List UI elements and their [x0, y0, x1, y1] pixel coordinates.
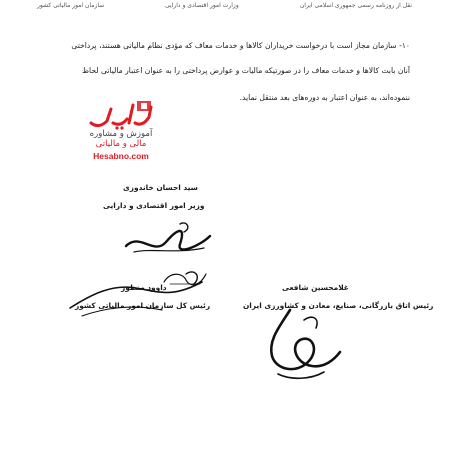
- hesabno-logo-icon: [87, 99, 157, 131]
- watermark-line2: مالی و مالیاتی: [95, 139, 147, 149]
- hesabno-watermark: [85, 99, 157, 165]
- header-middle-text: وزارت امور اقتصادی و دارایی: [165, 2, 239, 9]
- header-left-text: سازمان امور مالیاتی کشور: [37, 2, 105, 9]
- minister-signature: [120, 212, 220, 262]
- chamber-head-signature: [250, 300, 346, 384]
- watermark-line1: آموزش و مشاوره: [89, 129, 153, 139]
- header-right-text: نقل از روزنامه رسمی جمهوری اسلامی ایران: [299, 2, 412, 9]
- body-paragraph-line: ننموده‌اند، به عنوان اعتبار به دوره‌های بعد منتقل نماید.: [239, 93, 410, 102]
- tax-head-name: داوود منظور: [121, 283, 167, 292]
- chamber-head-name: غلامحسین شافعی: [282, 283, 349, 292]
- tax-head-title: رئیس کل سازمان امور مالیاتی کشور: [75, 301, 211, 310]
- body-paragraph-line: ۱۰- سازمان مجاز است با درخواست خریداران کالاها و خدمات معاف که مؤدی نظام مالیاتی هستند، پرداختی: [71, 41, 410, 50]
- tax-head-signature: [62, 264, 212, 324]
- body-paragraph-line: آنان بابت کالاها و خدمات معاف را در صورتیکه مالیات و عوارض پرداختی را به عنوان اعتبار مالیاتی لحاظ: [82, 66, 410, 75]
- chamber-head-title: رئیس اتاق بازرگانی، صنایع، معادن و کشاورزی ایران: [243, 301, 434, 310]
- minister-name: سید احسان خاندوزی: [123, 183, 198, 192]
- watermark-url: Hesabno.com: [93, 151, 149, 161]
- minister-title: وزیر امور اقتصادی و دارایی: [103, 201, 205, 210]
